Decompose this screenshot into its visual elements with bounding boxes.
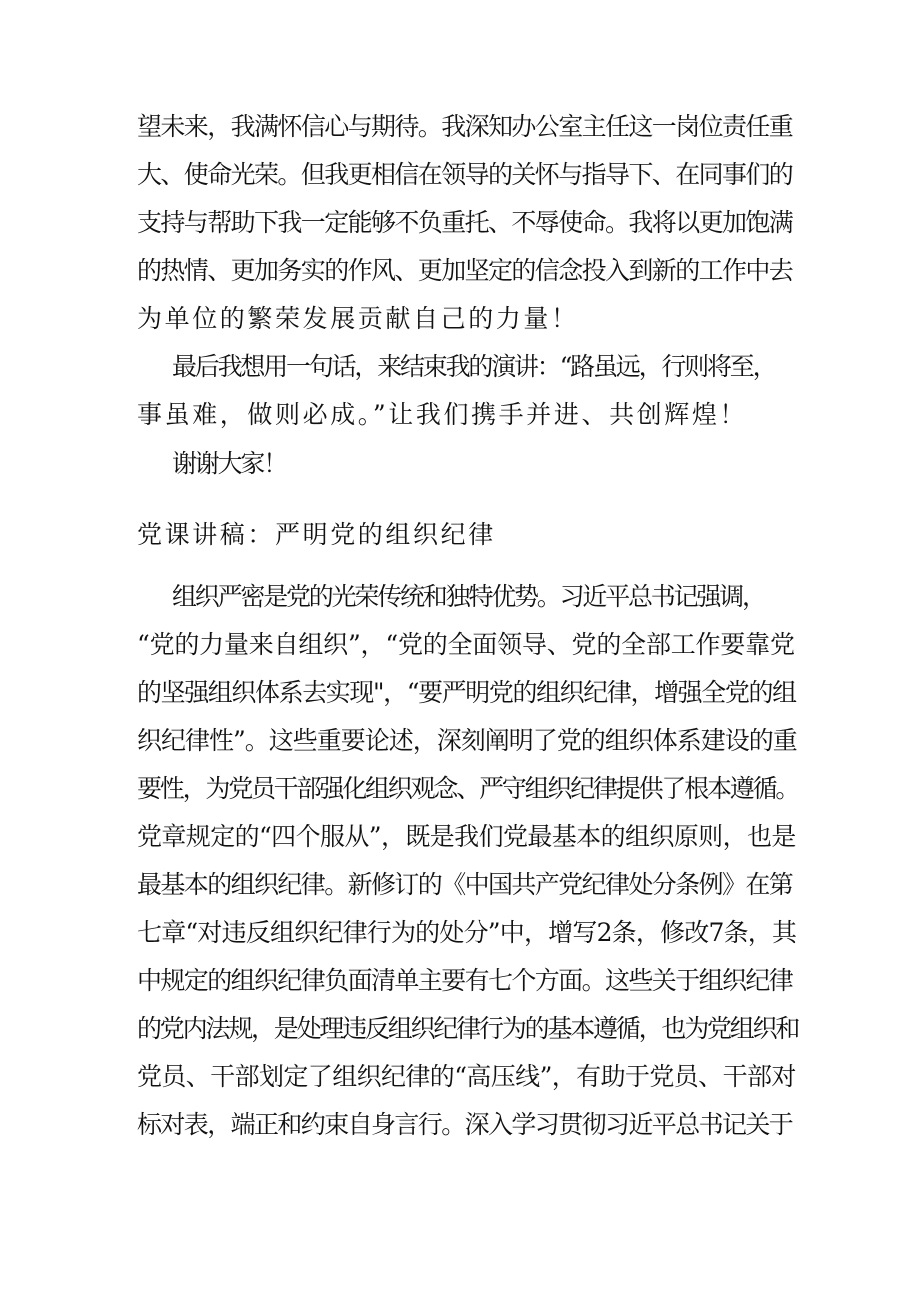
section-title: 党课讲稿：严明党的组织纪律: [137, 520, 496, 549]
paragraph-line: 要性，为党员干部强化组织观念、严守组织纪律提供了根本遵循。: [137, 774, 799, 803]
paragraph-line: 标对表，端正和约束自身言行。深入学习贯彻习近平总书记关于: [137, 1110, 793, 1139]
paragraph-line: 为单位的繁荣发展贡献自己的力量！: [137, 304, 579, 333]
closing-thanks: 谢谢大家！: [172, 449, 287, 478]
paragraph-line: 织纪律性”。这些重要论述，深刻阐明了党的组织体系建设的重: [137, 726, 797, 755]
paragraph-line: 七章“对违反组织纪律行为的处分”中，增写2条，修改7条，其: [137, 918, 797, 947]
paragraph-line: 最后我想用一句话，来结束我的演讲：“路虽远，行则将至，: [172, 352, 776, 381]
paragraph-line: 最基本的组织纪律。新修订的《中国共产党纪律处分条例》在第: [137, 870, 793, 899]
paragraph-line: 组织严密是党的光荣传统和独特优势。习近平总书记强调，: [172, 582, 765, 611]
paragraph-line: 支持与帮助下我一定能够不负重托、不辱使命。我将以更加饱满: [137, 208, 793, 237]
paragraph-line: 的党内法规，是处理违反组织纪律行为的基本遵循，也为党组织和: [137, 1014, 799, 1043]
paragraph-line: “党的力量来自组织”，“党的全面领导、党的全部工作要靠党: [137, 630, 795, 659]
paragraph-line: 党员、干部划定了组织纪律的“高压线”，有助于党员、干部对: [137, 1062, 796, 1091]
paragraph-line: 望未来，我满怀信心与期待。我深知办公室主任这一岗位责任重: [137, 112, 793, 141]
paragraph-line: 事虽难，做则必成。”让我们携手并进、共创辉煌！: [137, 400, 748, 429]
paragraph-line: 的坚强组织体系去实现"，“要严明党的组织纪律，增强全党的组: [137, 678, 796, 707]
paragraph-line: 大、使命光荣。但我更相信在领导的关怀与指导下、在同事们的: [137, 160, 793, 189]
paragraph-line: 的热情、更加务实的作风、更加坚定的信念投入到新的工作中去: [137, 256, 793, 285]
paragraph-line: 党章规定的“四个服从”，既是我们党最基本的组织原则，也是: [137, 822, 796, 851]
paragraph-line: 中规定的组织纪律负面清单主要有七个方面。这些关于组织纪律: [137, 966, 793, 995]
